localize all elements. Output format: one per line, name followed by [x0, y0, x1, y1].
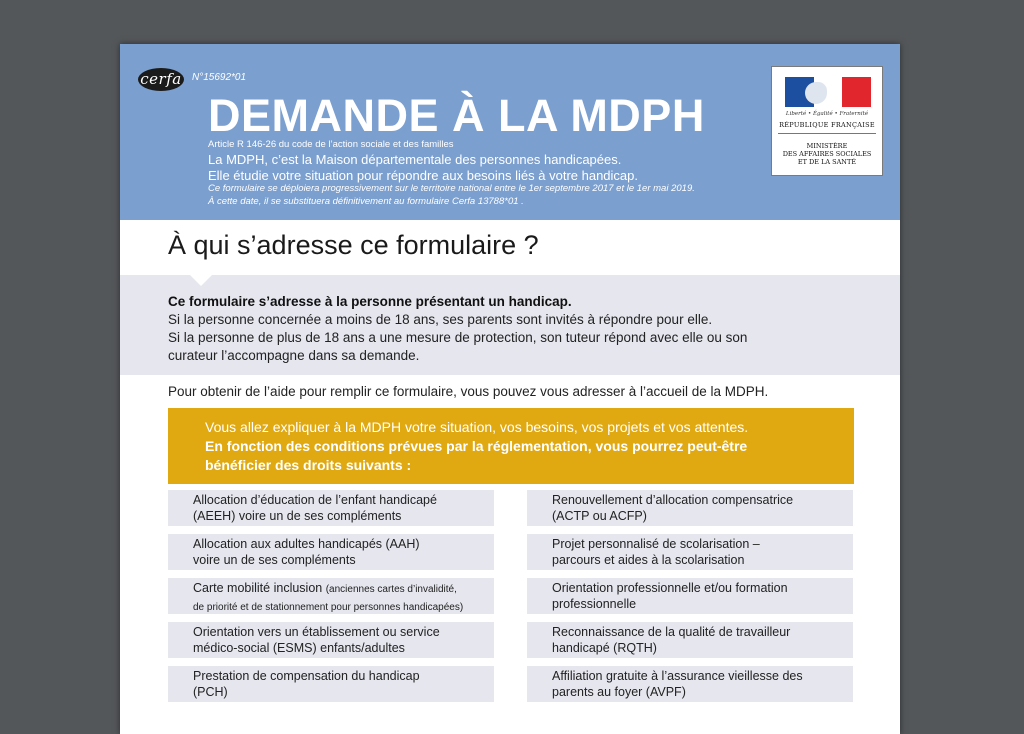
audience-line: Si la personne de plus de 18 ans a une mesure de protection, son tuteur répond avec elle ou son: [168, 330, 748, 345]
right-item-line: handicapé (RQTH): [552, 641, 657, 655]
right-item-aeeh: [168, 490, 494, 526]
rights-line: Vous allez expliquer à la MDPH votre situation, vos besoins, vos projets et vos attentes.: [205, 419, 749, 435]
right-item-note: de priorité et de stationnement pour personnes handicapées): [193, 602, 464, 613]
right-item-line: Reconnaissance de la qualité de travailleur: [552, 625, 791, 639]
right-item-pps: [527, 534, 853, 570]
right-item-esms: [168, 622, 494, 658]
right-item-avpf: [527, 666, 853, 702]
logo-divider: [778, 133, 876, 134]
right-item-line: parents au foyer (AVPF): [552, 685, 686, 699]
right-item-line: [193, 580, 494, 598]
right-item-rqth: [527, 622, 853, 658]
intro-line: La MDPH, c’est la Maison départementale des personnes handicapées.: [208, 152, 622, 167]
right-item-text: Carte mobilité inclusion: [193, 581, 326, 595]
right-item-line: (AEEH) voire un de ses compléments: [193, 509, 402, 523]
deployment-note: À cette date, il se substituera définitivement au formulaire Cerfa 13788*01 .: [208, 196, 524, 207]
right-item-line: professionnelle: [552, 597, 637, 611]
right-item-line: Allocation aux adultes handicapés (AAH): [193, 537, 420, 551]
right-item-line: Allocation d’éducation de l’enfant handicapé: [193, 493, 437, 507]
right-item-pch: [168, 666, 494, 702]
legal-article: Article R 146-26 du code de l’action sociale et des familles: [208, 139, 454, 150]
right-item-line: [193, 598, 494, 616]
intro-line: Elle étudie votre situation pour répondre aux besoins liés à votre handicap.: [208, 168, 638, 183]
cerfa-number: N°15692*01: [192, 72, 247, 83]
right-item-line: parcours et aides à la scolarisation: [552, 553, 745, 567]
right-item-line: Renouvellement d’allocation compensatrice: [552, 493, 794, 507]
right-item-line: Projet personnalisé de scolarisation –: [552, 537, 760, 551]
right-item-line: (PCH): [193, 685, 228, 699]
right-item-line: Orientation professionnelle et/ou formation: [552, 581, 788, 595]
right-item-line: Affiliation gratuite à l’assurance vieillesse des: [552, 669, 803, 683]
ministry-line: MINISTÈRE: [806, 142, 848, 150]
right-item-line: Prestation de compensation du handicap: [193, 669, 420, 683]
right-item-line: voire un de ses compléments: [193, 553, 356, 567]
deployment-note: Ce formulaire se déploiera progressivement sur le territoire national entre le 1er septembre 2017 et le 1er mai 2019.: [208, 183, 695, 194]
rights-line: bénéficier des droits suivants :: [205, 457, 412, 473]
right-item-cmi: [168, 578, 494, 614]
cerfa-logo: cerfa: [138, 68, 184, 91]
help-text: Pour obtenir de l’aide pour remplir ce formulaire, vous pouvez vous adresser à l’accueil de la MDPH.: [168, 384, 769, 399]
section-title: À qui s’adresse ce formulaire ?: [168, 230, 539, 260]
right-item-note: (anciennes cartes d’invalidité,: [325, 584, 457, 595]
audience-line: Si la personne concernée a moins de 18 ans, ses parents sont invités à répondre pour elle.: [168, 312, 713, 327]
ministry-name: [772, 142, 882, 166]
ministry-line: DES AFFAIRES SOCIALES: [782, 150, 872, 158]
right-item-orientation-pro: [527, 578, 853, 614]
right-item-aah: [168, 534, 494, 570]
rights-line: En fonction des conditions prévues par la réglementation, vous pourrez peut-être: [205, 438, 748, 454]
right-item-line: (ACTP ou ACFP): [552, 509, 647, 523]
republic-name: RÉPUBLIQUE FRANÇAISE: [779, 121, 875, 129]
audience-heading: Ce formulaire s’adresse à la personne présentant un handicap.: [168, 294, 572, 309]
audience-line: curateur l’accompagne dans sa demande.: [168, 348, 420, 363]
marianne-logo: [771, 66, 883, 176]
french-flag-icon: [785, 77, 871, 107]
right-item-actp: [527, 490, 853, 526]
right-item-line: médico-social (ESMS) enfants/adultes: [193, 641, 405, 655]
republic-motto: Liberté • Égalité • Fraternité: [785, 111, 869, 117]
audience-box-notch: [190, 275, 212, 286]
right-item-line: Orientation vers un établissement ou service: [193, 625, 440, 639]
form-title: DEMANDE À LA MDPH: [208, 90, 705, 141]
document-page: [120, 44, 900, 734]
ministry-line: ET DE LA SANTÉ: [797, 158, 857, 166]
